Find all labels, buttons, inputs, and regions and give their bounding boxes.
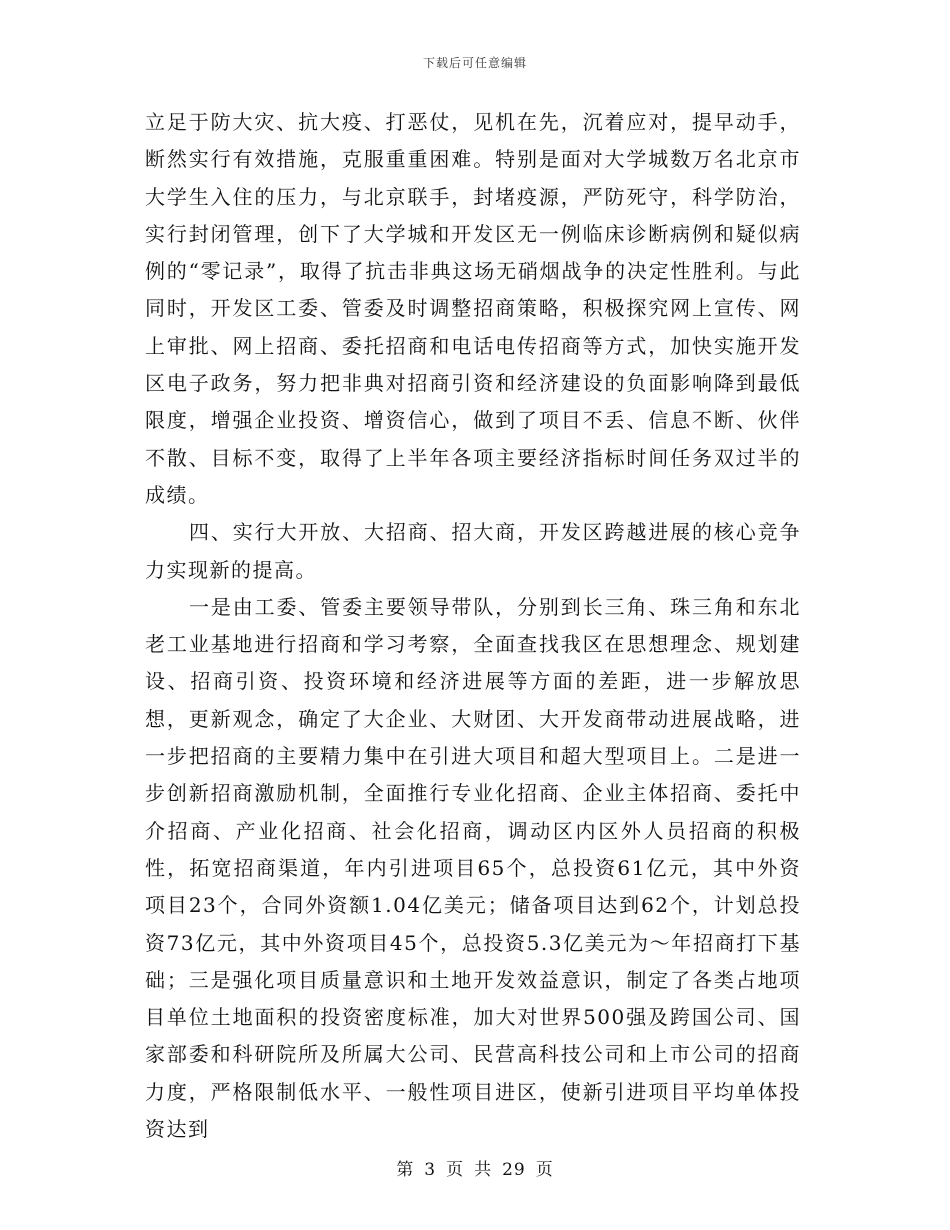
paragraph-2-heading: 四、实行大开放、大招商、招大商，开发区跨越进展的核心竞争力实现新的提高。 (145, 520, 801, 582)
footer-current-page: 3 (424, 1160, 437, 1180)
page-footer (0, 1155, 950, 1180)
paragraph-3: 一是由工委、管委主要领导带队，分别到长三角、珠三角和东北老工业基地进行招商和学习考察，全面查找我区在思想理念、规划建设、招商引资、投资环境和经济进展等方面的差距，进一步解放思想，更新观念，确定了大企业、大财团、大开发商带动进展战略，进一步把招商的主要精力集中在引进大项目和超大型项目上。二是进一步创新招商激励机制，全面推行专业化招商、企业主体招商、委托中介招商、产业化招商、社会化招商，调动区内区外人员招商的积极性，拓宽招商渠道，年内引进项目65个，总投资61亿元，其中外资项目23个，合同外资额1.04亿美元；储备项目达到62个，计划总投资73亿元，其中外资项目45个，总投资5.3亿美元为～年招商打下基础；三是强化项目质量意识和土地开发效益意识，制定了各类占地项目单位土地面积的投资密度标准，加大对世界500强及跨国公司、国家部委和科研院所及所属大公司、民营高科技公司和上市公司的招商力度，严格限制低水平、一般性项目进区，使新引进项目平均单体投资达到 (145, 594, 801, 1142)
footer-page-word: 页 (446, 1160, 465, 1180)
document-body (145, 104, 801, 1148)
page-header: 下载后可任意编辑 (422, 56, 527, 70)
footer-total-pages: 29 (502, 1160, 526, 1180)
footer-total-word: 共 (474, 1160, 493, 1180)
footer-prefix: 第 (396, 1160, 415, 1180)
footer-suffix: 页 (535, 1160, 554, 1180)
paragraph-1: 立足于防大灾、抗大疫、打恶仗，见机在先，沉着应对，提早动手，断然实行有效措施，克服重重困难。特别是面对大学城数万名北京市大学生入住的压力，与北京联手，封堵疫源，严防死守，科学防治，实行封闭管理，创下了大学城和开发区无一例临床诊断病例和疑似病例的“零记录”，取得了抗击非典这场无硝烟战争的决定性胜利。与此同时，开发区工委、管委及时调整招商策略，积极探究网上宣传、网上审批、网上招商、委托招商和电话电传招商等方式，加快实施开发区电子政务，努力把非典对招商引资和经济建设的负面影响降到最低限度，增强企业投资、增资信心，做到了项目不丢、信息不断、伙伴不散、目标不变，取得了上半年各项主要经济指标时间任务双过半的成绩。 (145, 110, 801, 507)
